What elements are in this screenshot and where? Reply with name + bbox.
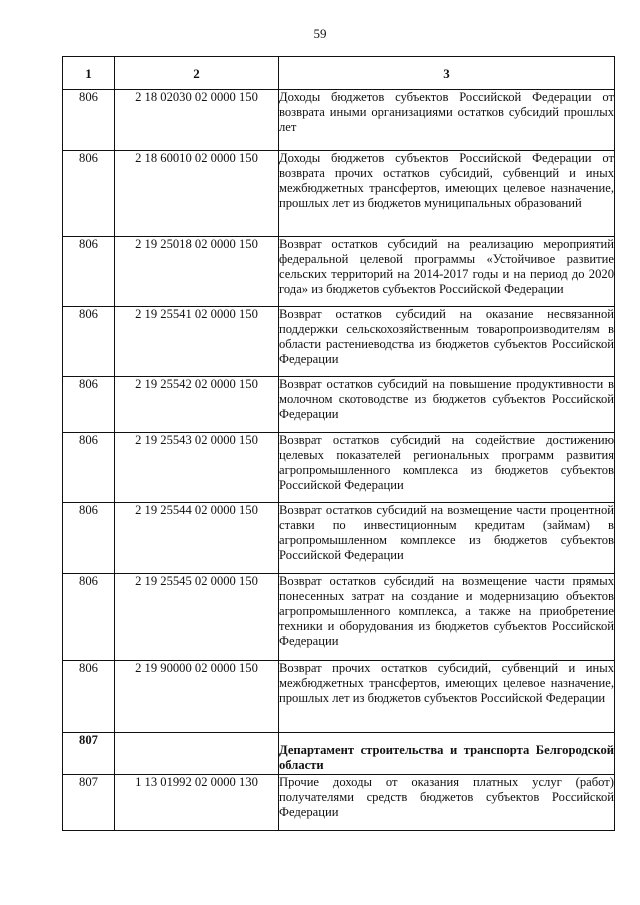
admin-code-cell: 806 [63, 661, 115, 733]
table-row [63, 307, 615, 377]
admin-code-cell: 806 [63, 433, 115, 503]
description-cell: Доходы бюджетов субъектов Российской Федерации от возврата иными организациями остатков субсидий прошлых лет [279, 90, 615, 151]
admin-code-cell: 806 [63, 574, 115, 661]
description-cell: Возврат прочих остатков субсидий, субвенций и иных межбюджетных трансфертов, имеющих целевое назначение, прошлых лет из бюджетов субъектов Российской Федерации [279, 661, 615, 733]
budget-code-cell: 1 13 01992 02 0000 130 [115, 775, 279, 831]
admin-code-cell: 807 [63, 775, 115, 831]
admin-code-cell: 806 [63, 377, 115, 433]
page-number: 59 [313, 26, 327, 41]
description-cell: Возврат остатков субсидий на возмещение части прямых понесенных затрат на создание и модернизацию объектов агропромышленного комплекса, а также на приобретение техники и оборудования из бюджетов субъектов Российской Федерации [279, 574, 615, 661]
admin-code-cell: 806 [63, 237, 115, 307]
column-header-description: 3 [279, 57, 615, 90]
description-cell: Возврат остатков субсидий на содействие достижению целевых показателей региональных программ развития агропромышленного комплекса из бюджетов субъектов Российской Федерации [279, 433, 615, 503]
description-cell: Возврат остатков субсидий на возмещение части процентной ставки по инвестиционным кредитам (займам) в агропромышленном комплексе из бюджетов субъектов Российской Федерации [279, 503, 615, 574]
admin-code-cell: 807 [63, 733, 115, 775]
table-row [63, 151, 615, 237]
budget-code-cell: 2 19 90000 02 0000 150 [115, 661, 279, 733]
table-row [63, 237, 615, 307]
description-cell: Возврат остатков субсидий на повышение продуктивности в молочном скотоводстве из бюджетов субъектов Российской Федерации [279, 377, 615, 433]
table-row [63, 775, 615, 831]
description-cell: Возврат остатков субсидий на реализацию мероприятий федеральной целевой программы «Устойчивое развитие сельских территорий на 2014-2017 годы и на период до 2020 года» из бюджетов субъектов Российской Федерации [279, 237, 615, 307]
table-row [63, 661, 615, 733]
table-header-row [63, 57, 615, 90]
description-cell: Прочие доходы от оказания платных услуг (работ) получателями средств бюджетов субъектов Российской Федерации [279, 775, 615, 831]
budget-code-cell: 2 18 60010 02 0000 150 [115, 151, 279, 237]
admin-code-cell: 806 [63, 151, 115, 237]
admin-code-cell: 806 [63, 90, 115, 151]
budget-code-cell: 2 18 02030 02 0000 150 [115, 90, 279, 151]
budget-classification-table [62, 56, 615, 831]
description-cell: Возврат остатков субсидий на оказание несвязанной поддержки сельскохозяйственным товаропроизводителям в области растениеводства из бюджетов субъектов Российской Федерации [279, 307, 615, 377]
table-row [63, 503, 615, 574]
budget-code-cell: 2 19 25018 02 0000 150 [115, 237, 279, 307]
department-header-row [63, 733, 615, 775]
table-row [63, 433, 615, 503]
budget-code-cell: 2 19 25545 02 0000 150 [115, 574, 279, 661]
description-cell: Доходы бюджетов субъектов Российской Федерации от возврата прочих остатков субсидий, субвенций и иных межбюджетных трансфертов, имеющих целевое назначение, прошлых лет из бюджетов муниципальных образований [279, 151, 615, 237]
table-row [63, 574, 615, 661]
table-row [63, 90, 615, 151]
column-header-code: 2 [115, 57, 279, 90]
budget-code-cell: 2 19 25542 02 0000 150 [115, 377, 279, 433]
table-row [63, 377, 615, 433]
column-header-admin: 1 [63, 57, 115, 90]
admin-code-cell: 806 [63, 503, 115, 574]
budget-code-cell [115, 733, 279, 775]
admin-code-cell: 806 [63, 307, 115, 377]
budget-code-cell: 2 19 25541 02 0000 150 [115, 307, 279, 377]
department-name-cell: Департамент строительства и транспорта Белгородской области [279, 733, 615, 775]
budget-code-cell: 2 19 25543 02 0000 150 [115, 433, 279, 503]
budget-code-cell: 2 19 25544 02 0000 150 [115, 503, 279, 574]
